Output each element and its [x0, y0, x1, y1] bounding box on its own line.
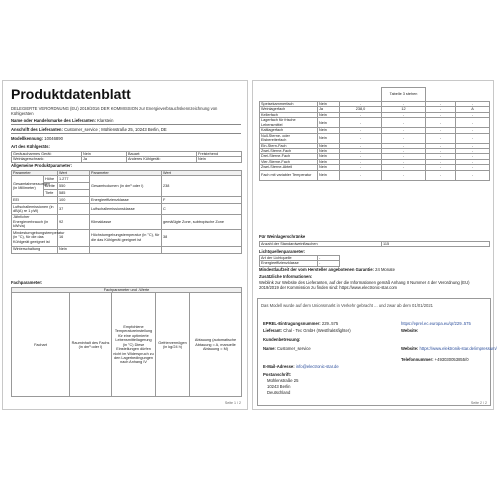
cell: Weinlagerfach	[260, 107, 318, 112]
model-value: 10046890	[44, 136, 63, 141]
datasheet-page-1	[2, 80, 248, 410]
total-volume-label: Gesamtvolumen (in dm³ oder l)	[90, 176, 162, 197]
cell: -	[456, 118, 490, 128]
cell: 12	[382, 107, 426, 112]
website2-link[interactable]: https://www.elektronik-star.de/impressum/	[419, 346, 497, 351]
supplier-name-label: Name oder Handelsmarke des Lieferanten:	[11, 118, 96, 123]
general-params-table	[11, 170, 242, 254]
cell: 550	[58, 183, 90, 190]
guarantee-value: 24 Monate	[375, 267, 395, 272]
cell: -	[382, 159, 426, 164]
guarantee-label: Mindestlaufzeit der vom Hersteller angebotenen Garantie:	[259, 267, 374, 272]
cell: -	[456, 154, 490, 159]
supplier-address-row	[11, 127, 167, 132]
cell: Drei-Sterne-Fach	[260, 154, 318, 159]
cell: Nein	[318, 165, 340, 170]
cell: -	[382, 128, 426, 133]
cell: Luftschallemissionsklasse	[90, 204, 162, 215]
cell	[90, 246, 162, 253]
cell: EEI	[12, 197, 58, 204]
cell: Zwei-Sterne-Fach	[260, 149, 318, 154]
cell: -	[426, 149, 456, 154]
supplier-address-value: Customer_service ; Mühlenstraße 25, 10243 Berlin, DE	[64, 127, 167, 132]
table-row	[12, 176, 242, 183]
column-header: Wert	[162, 171, 242, 176]
cell: -	[382, 154, 426, 159]
cell: Ein-Stern-Fach	[260, 143, 318, 148]
cell: 238,0	[340, 107, 382, 112]
cell: A	[456, 107, 490, 112]
column-header: Rauminhalt des Fachs (in dm³ oder l)	[70, 293, 112, 397]
eprel-link[interactable]: https://eprel.ec.europa.eu/qr/229..575	[401, 321, 471, 326]
cell: Nein	[318, 149, 340, 154]
email-link[interactable]: info@electronic-star.de	[295, 364, 339, 369]
cell: -	[426, 170, 456, 180]
contact-name-label: Name:	[263, 346, 276, 351]
cell: Art der Lichtquelle	[260, 256, 318, 261]
cell: Nein	[318, 112, 340, 117]
eprel-panel	[257, 298, 491, 406]
page-title: Produktdatenblatt	[11, 86, 131, 102]
cell: -	[382, 165, 426, 170]
supplier-row	[263, 328, 351, 333]
email-row	[263, 364, 339, 369]
cell: -	[456, 159, 490, 164]
cell: Zwei-Sterne-Abteil	[260, 165, 318, 170]
cell: Nein	[318, 118, 340, 128]
divider	[11, 124, 241, 125]
page-number: Seite 1 / 2	[224, 401, 241, 405]
appliance-type-label: Art des Kühlgeräts:	[11, 144, 50, 149]
table-row	[260, 242, 490, 247]
cell: Höchstumgebungstemperatur (in °C), für die das Kühlgerät geeignet ist	[90, 229, 162, 246]
postal-line: Mühlenstraße 25	[267, 378, 299, 383]
cell: Ja	[82, 157, 127, 162]
eprel-row	[263, 321, 338, 326]
fach-params-label: Fachparameter:	[11, 280, 43, 285]
cell: -	[340, 170, 382, 180]
table-row	[260, 261, 490, 266]
postal-label: Postanschrift:	[263, 372, 292, 377]
cell: -	[382, 170, 426, 180]
cell: 37	[58, 204, 90, 215]
cell: Energieeffizienzklasse	[90, 197, 162, 204]
supplier-name-value: Klarstein	[97, 118, 114, 123]
cell: -	[340, 154, 382, 159]
supplier-label: Lieferant:	[263, 328, 283, 333]
website2-row	[401, 346, 497, 351]
cell: -	[318, 261, 340, 266]
cell: -	[382, 102, 426, 107]
table-row	[260, 133, 490, 143]
general-params-label: Allgemeine Produktparameter:	[11, 163, 72, 168]
model-row	[11, 136, 63, 141]
cell: Nein	[318, 128, 340, 133]
cell: -	[456, 165, 490, 170]
cell: -	[340, 143, 382, 148]
cell: -	[382, 149, 426, 154]
light-table	[259, 255, 490, 267]
model-label: Modellkennung:	[11, 136, 44, 141]
dims-label: Gesamtabmessungen (in Millimeter)	[12, 176, 44, 197]
datasheet-page-2	[252, 80, 497, 410]
phone-value: +493030053855/0	[434, 357, 469, 362]
cell: -	[382, 112, 426, 117]
wine-table	[259, 241, 490, 247]
cell: -	[456, 170, 490, 180]
cell: -	[340, 133, 382, 143]
cell: gemäßigte Zone, subtropische Zone	[162, 215, 242, 229]
cell: -	[426, 143, 456, 148]
column-header: Wert	[58, 171, 90, 176]
cell: -	[340, 149, 382, 154]
cell: -	[340, 128, 382, 133]
cell: Anzahl der Standardweinflaschen	[260, 242, 382, 247]
cell: Fach mit variabler Temperatur	[260, 170, 318, 180]
total-volume-value: 238	[162, 176, 242, 197]
cell: 92	[58, 215, 90, 229]
supplier-value: Chal - Tec GmbH (Westfraktsfighter)	[283, 328, 351, 333]
postal-line: Deutschland	[267, 390, 291, 395]
cell	[162, 246, 242, 253]
contact-name-row	[263, 346, 311, 351]
website-label: Website:	[401, 328, 419, 333]
cell: -	[426, 165, 456, 170]
cell: -	[426, 102, 456, 107]
cell: -	[456, 112, 490, 117]
cell: -	[340, 159, 382, 164]
cell: Anderes Kühlgerät:	[127, 157, 197, 162]
cell: -	[340, 112, 382, 117]
column-header: Parameter	[90, 171, 162, 176]
cell: -	[426, 159, 456, 164]
cell: Ja	[318, 107, 340, 112]
eprel-value: 229..575	[321, 321, 339, 326]
cell: Kaltlagerfach	[260, 128, 318, 133]
cell: Klimaklasse	[90, 215, 162, 229]
cell: -	[426, 133, 456, 143]
cell: -	[456, 128, 490, 133]
phone-label: Telefonnummer:	[401, 357, 434, 362]
page-number: Seite 2 / 2	[470, 401, 487, 405]
cell: -	[426, 128, 456, 133]
cell: 16	[58, 229, 90, 246]
column-header: Abtauung (automatische Abtauung = A, manuelle Abtauung = M)	[190, 293, 242, 397]
cell: Energieeffizienzklasse	[260, 261, 318, 266]
cell: -	[456, 102, 490, 107]
table-row	[12, 215, 242, 229]
cell: Nein	[58, 246, 90, 253]
cell: Nein	[318, 133, 340, 143]
cell: Höhe	[44, 176, 58, 183]
cell: 100	[58, 197, 90, 204]
cell: Kellerfach	[260, 112, 318, 117]
cell: 38	[162, 229, 242, 246]
cell: -	[426, 112, 456, 117]
contact-name-value: Customer_service	[276, 346, 311, 351]
compartment-table	[259, 87, 490, 181]
cell: Nein	[318, 159, 340, 164]
fach-params-table	[11, 287, 242, 397]
postal-line: 10243 Berlin	[267, 384, 291, 389]
cell: Jährlicher Energieverbrauch (in kWh/a)	[12, 215, 58, 229]
column-header: Parameter	[12, 171, 58, 176]
cell: -	[382, 133, 426, 143]
cell: Lagerfach für frische Lebensmittel	[260, 118, 318, 128]
cell: 585	[58, 190, 90, 197]
column-header: Gefriervermögen (in kg/24 h)	[156, 293, 190, 397]
column-header: Fachparameter und -Werte	[12, 288, 242, 293]
table-row	[12, 157, 242, 162]
cell: Nein	[318, 102, 340, 107]
cell: -	[426, 107, 456, 112]
customer-service-label: Kundenbetreuung:	[263, 337, 301, 342]
cell: -	[318, 256, 340, 261]
table-row	[12, 197, 242, 204]
table-header-row	[260, 88, 490, 102]
cell: -	[426, 154, 456, 159]
cell: Bauart:	[127, 152, 197, 157]
additional-info-label: Zusätzliche Informationen:	[259, 274, 313, 279]
supplier-name-row	[11, 118, 113, 123]
cell: Breite	[44, 183, 58, 190]
cell: -	[456, 143, 490, 148]
cell: 115	[382, 242, 490, 247]
cell: Nein	[197, 157, 242, 162]
cell: -	[456, 133, 490, 143]
website2-label: Website:	[401, 346, 419, 351]
additional-info-text: Weblink zur Website des Lieferanten, auf der die Informationen gemäß Anhang II Nummer 4 der Verordnung (EU) 2019/2019 der Kommission zu finden sind: https://www.electronic-star.com	[259, 280, 470, 290]
wine-section-label: Für Weinlagerschränke	[259, 234, 306, 239]
cell: Luftschallemissionen (in dB(A) re 1 pW)	[12, 204, 58, 215]
column-header: Empfohlene Temperatureinstellung für eine optimierte Lebensmittellagerung (in °C) Diese Einstellungen dürfen nicht im Widerspruch zu den Lagerbedingungen nach Anhang IV	[112, 293, 156, 397]
cell: -	[456, 149, 490, 154]
cell: Weinlagerschrank:	[12, 157, 82, 162]
cell: 1.277	[58, 176, 90, 183]
cell: Vier-Sterne-Fach	[260, 159, 318, 164]
cell: C	[162, 204, 242, 215]
table-row	[12, 293, 242, 397]
cell: Tiefe	[44, 190, 58, 197]
divider	[11, 133, 241, 134]
table-row	[12, 204, 242, 215]
column-header: Fachart	[12, 293, 70, 397]
cell: Nein	[82, 152, 127, 157]
cell: Speisekammerfach	[260, 102, 318, 107]
column-header: Tabelle 3 stehen	[382, 88, 426, 102]
cell: -	[340, 118, 382, 128]
phone-row	[401, 357, 469, 362]
email-label: E-Mail-Adresse:	[263, 364, 295, 369]
table-row	[260, 118, 490, 128]
cell: -	[340, 102, 382, 107]
cell: -	[382, 143, 426, 148]
cell: Nein	[318, 143, 340, 148]
cell: -	[382, 118, 426, 128]
table-row	[12, 229, 242, 246]
table-row	[260, 170, 490, 180]
appliance-type-table	[11, 151, 242, 163]
cell: Freistehend	[197, 152, 242, 157]
cell: Winterschaltung	[12, 246, 58, 253]
cell: Nein	[318, 154, 340, 159]
cell: Null-Sterne- oder Eisbereiterfach	[260, 133, 318, 143]
cell: -	[426, 118, 456, 128]
light-section-label: Lichtquellenparameter:	[259, 249, 306, 254]
table-row	[12, 246, 242, 253]
eprel-label: EPREL-Eintragungsnummer:	[263, 321, 321, 326]
cell: Nein	[318, 170, 340, 180]
market-note: Das Modell wurde auf dem Unionsmarkt in Verkehr gebracht ... und zwar ab dem 01/01/2021	[261, 303, 434, 308]
guarantee-row	[259, 267, 395, 272]
regulation-intro: DELEGIERTE VERORDNUNG (EU) 2019/2016 DER KOMMISSION zur Energieverbrauchskennzeichnung von Kühlgeräten	[11, 106, 218, 116]
cell: F	[162, 197, 242, 204]
supplier-address-label: Anschrift des Lieferanten:	[11, 127, 63, 132]
cell: Mindestumgebungstemperatur (in °C), für die das Kühlgerät geeignet ist	[12, 229, 58, 246]
cell: Geräuscharmes Gerät:	[12, 152, 82, 157]
cell: -	[340, 165, 382, 170]
